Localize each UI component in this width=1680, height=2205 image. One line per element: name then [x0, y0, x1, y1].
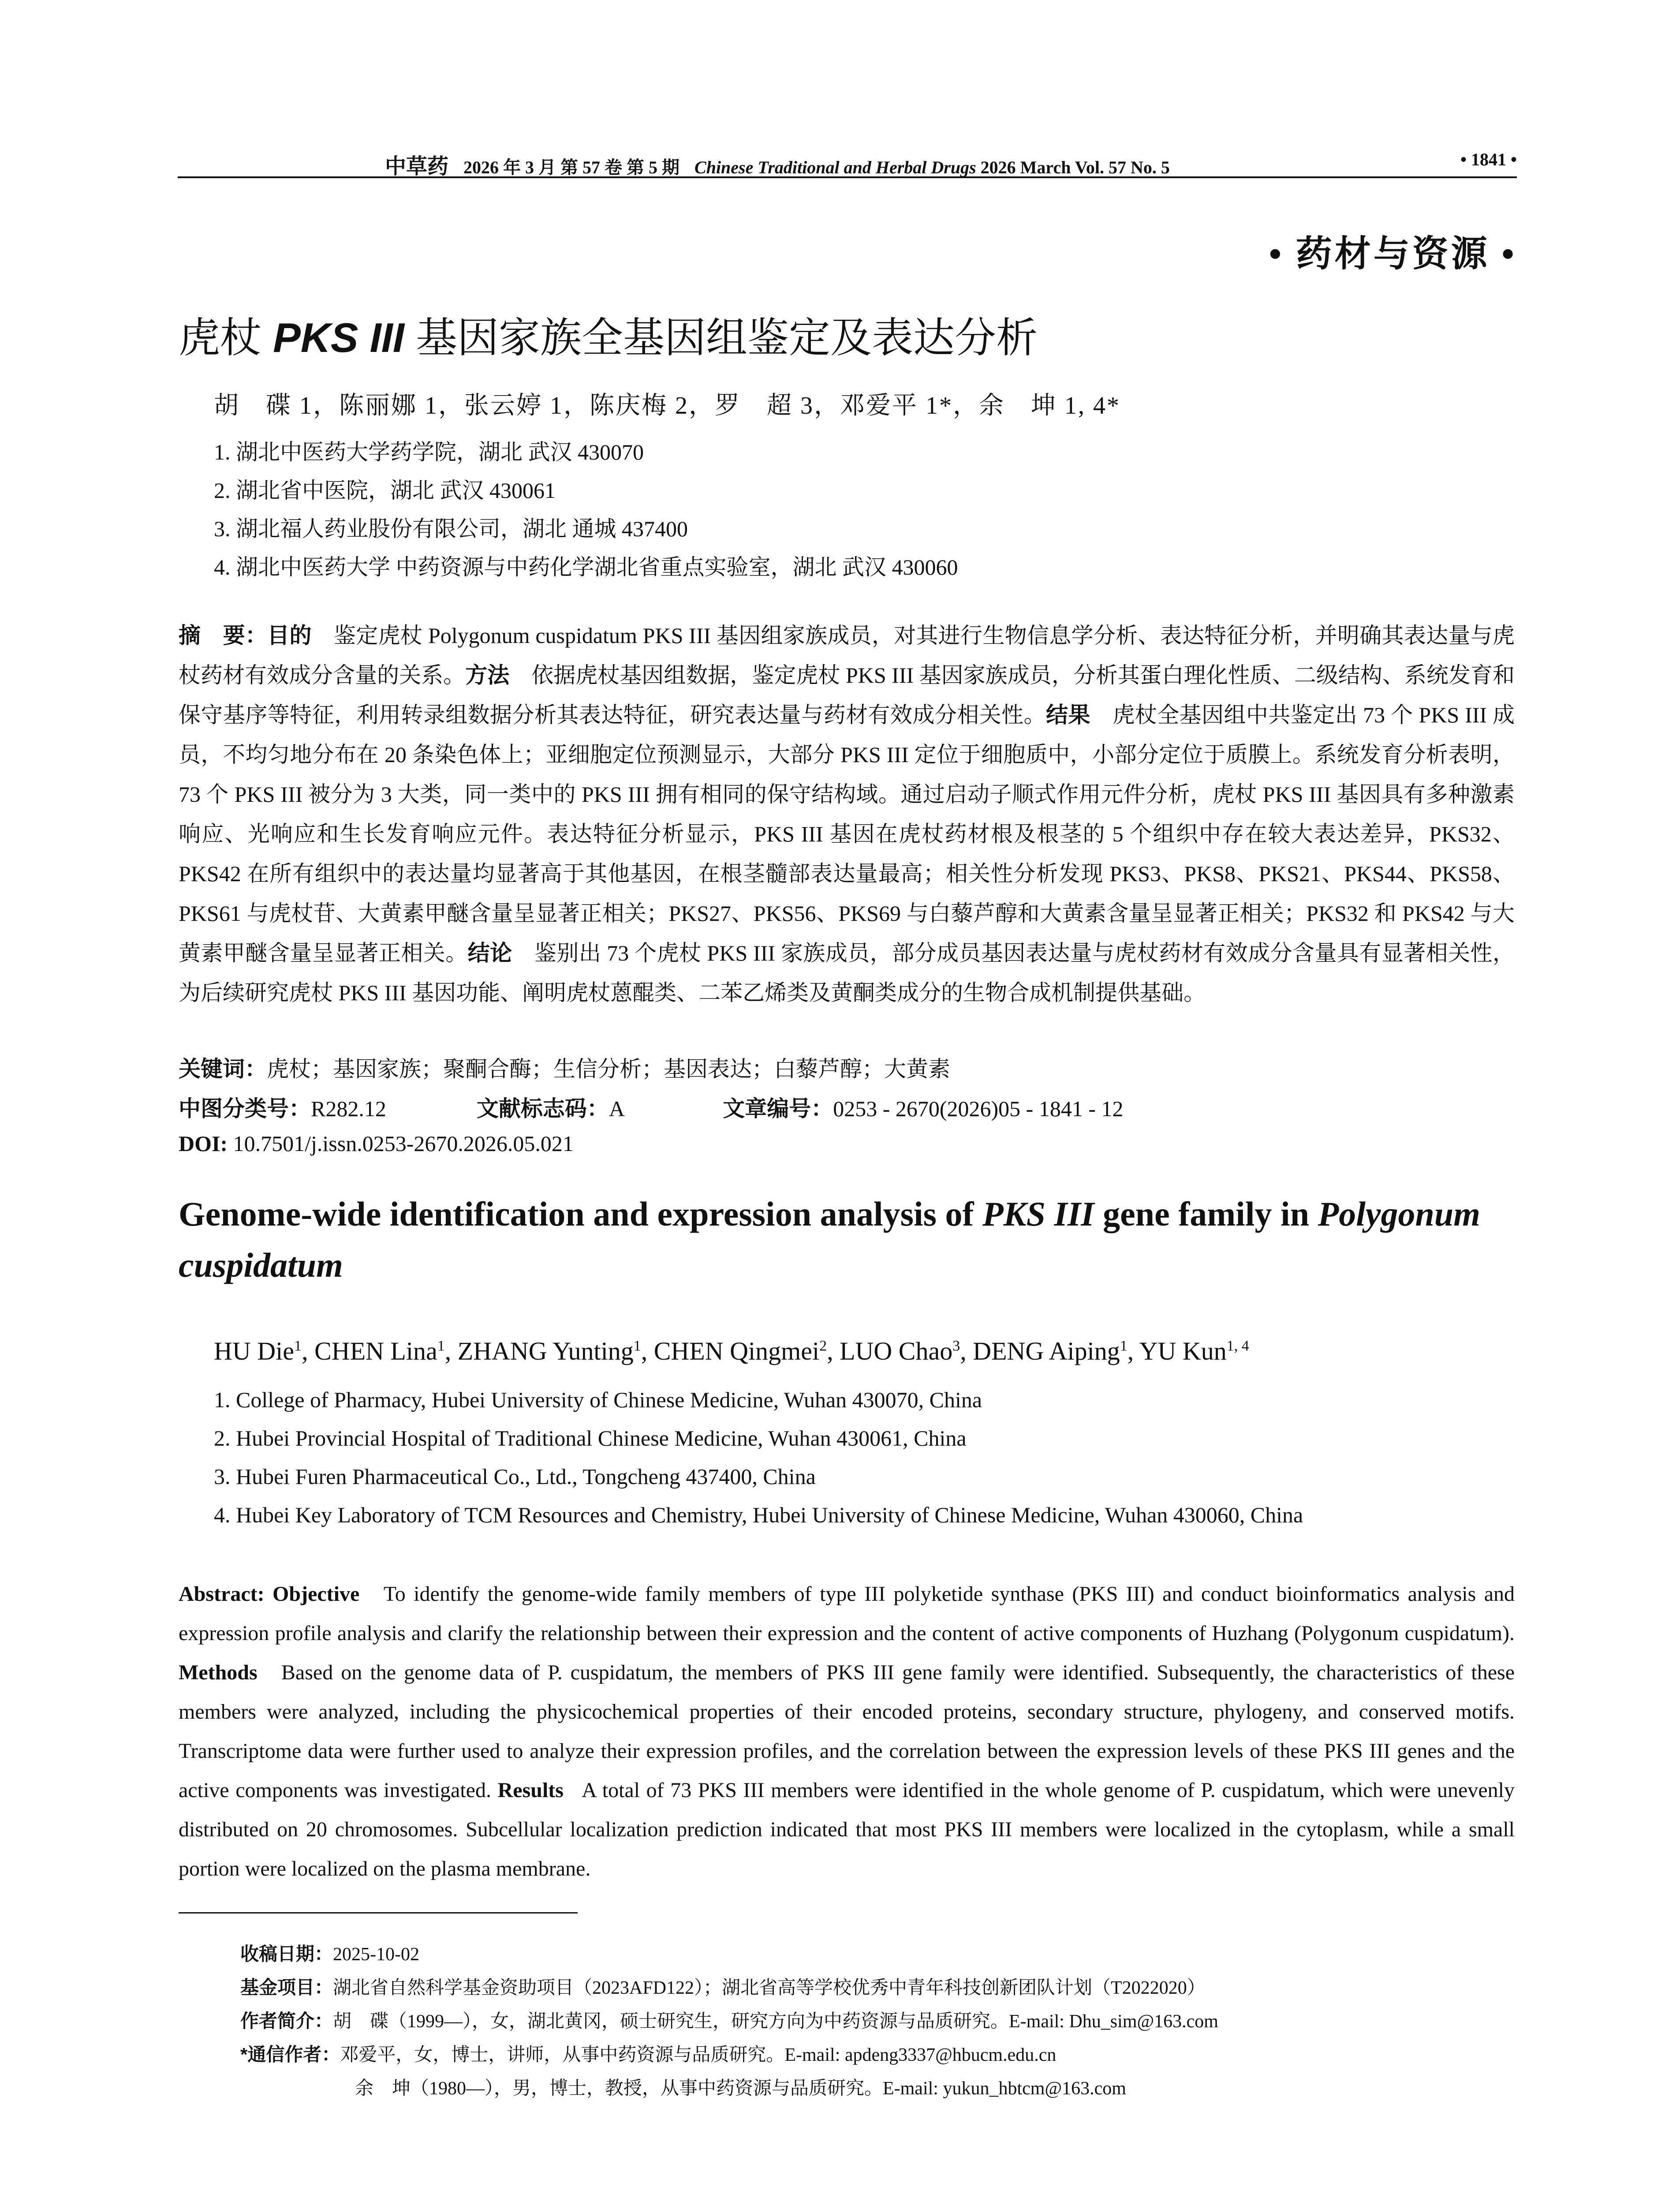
title-en-species: Polygonum cuspidatum — [179, 1195, 1480, 1284]
article-no-label: 文章编号： — [723, 1096, 833, 1121]
affiliation-cn-4: 4. 湖北中医药大学 中药资源与中药化学湖北省重点实验室，湖北 武汉 430060 — [214, 555, 958, 579]
journal-name-cn: 中草药 — [385, 155, 449, 178]
results-cn-label: 结果 — [1046, 703, 1090, 727]
author-en-aff: 3 — [952, 1338, 960, 1354]
fund-label: 基金项目： — [240, 1977, 333, 1998]
title-en-mid: gene family in — [1094, 1195, 1318, 1233]
received-date: 2025-10-02 — [333, 1944, 419, 1965]
author-en: HU Die — [214, 1337, 295, 1365]
abstract-en — [179, 1574, 1515, 1888]
author-en-aff: 1 — [294, 1338, 302, 1354]
classification-line — [179, 1091, 1123, 1123]
author-en-aff: 1 — [1120, 1338, 1127, 1354]
results-en-label: Results — [497, 1779, 564, 1802]
header-rule — [178, 176, 1517, 178]
article-title-cn — [179, 304, 1038, 364]
affiliation-cn-1: 1. 湖北中医药大学药学院，湖北 武汉 430070 — [214, 440, 644, 464]
results-en: A total of 73 PKS III members were identified in the whole genome of P. cuspidatum, which were unevenly distributed on 20 chromosomes. Subcellular localization prediction indicated that most PKS III members were localized in the cytoplasm, while a small portion were localized on the plasma membrane. — [179, 1779, 1515, 1880]
objective-cn: 鉴定虎杖 Polygonum cuspidatum PKS III 基因组家族成员，对其进行生物信息学分析、表达特征分析，并明确其表达量与虎杖药材有效成分含量的关系。 — [179, 623, 1515, 688]
article-title-en — [179, 1188, 1515, 1291]
author-en: DENG Aiping — [973, 1337, 1120, 1365]
conclusion-cn: 鉴别出 73 个虎杖 PKS III 家族成员，部分成员基因表达量与虎杖药材有效成分含量具有显著相关性，为后续研究虎杖 PKS III 基因功能、阐明虎杖蒽醌类、二苯乙烯类及黄酮类成分的生物合成机制提供基础。 — [179, 941, 1515, 1005]
bio-label: 作者简介： — [240, 2011, 333, 2031]
fund-text: 湖北省自然科学基金资助项目（2023AFD122）；湖北省高等学校优秀中青年科技创新团队计划（T2022020） — [333, 1978, 1206, 1998]
author-en: CHEN Qingmei — [653, 1337, 820, 1365]
author-en-aff: 2 — [819, 1338, 827, 1354]
article-no-value: 0253 - 2670(2026)05 - 1841 - 12 — [833, 1096, 1124, 1121]
affiliation-en-3: 3. Hubei Furen Pharmaceutical Co., Ltd., Tongcheng 437400, China — [214, 1464, 816, 1489]
author-en-aff: 1, 4 — [1226, 1338, 1249, 1354]
doi-link[interactable]: 10.7501/j.issn.0253-2670.2026.05.021 — [233, 1131, 574, 1156]
doc-code-value: A — [609, 1096, 624, 1121]
objective-en-label: Objective — [273, 1582, 360, 1606]
affiliation-en-1: 1. College of Pharmacy, Hubei University of Chinese Medicine, Wuhan 430070, China — [214, 1387, 982, 1412]
footnote-corresponding — [240, 2040, 1056, 2067]
section-label: • 药材与资源 • — [1269, 234, 1517, 274]
footnote-corresponding-2: 余 坤（1980—），男，博士，教授，从事中药资源与品质研究。E-mail: yukun_hbtcm@163.com — [355, 2078, 1126, 2099]
journal-name-en: Chinese Traditional and Herbal Drugs — [694, 157, 976, 177]
doi-label: DOI: — [179, 1131, 228, 1156]
footnote-received — [240, 1940, 419, 1966]
affiliation-cn-3: 3. 湖北福人药业股份有限公司，湖北 通城 437400 — [214, 516, 688, 541]
keywords-cn-text: 虎杖；基因家族；聚酮合酶；生信分析；基因表达；白藜芦醇；大黄素 — [267, 1057, 950, 1081]
methods-cn-label: 方法 — [465, 663, 510, 688]
author-en: YU Kun — [1139, 1337, 1227, 1365]
title-cn-gene: PKS III — [273, 314, 404, 361]
author-en: ZHANG Yunting — [457, 1337, 634, 1365]
received-label: 收稿日期： — [240, 1943, 333, 1964]
abstract-cn-label: 摘 要： — [179, 623, 268, 648]
footnote-rule — [179, 1912, 578, 1913]
author-en: LUO Chao — [840, 1337, 953, 1365]
authors-cn: 胡 碟 1，陈丽娜 1，张云婷 1，陈庆梅 2，罗 超 3，邓爱平 1*，余 坤 1, 4* — [214, 392, 1120, 419]
bio-text: 胡 碟（1999—），女，湖北黄冈，硕士研究生，研究方向为中药资源与品质研究。E-mail: Dhu_sim@163.com — [333, 2011, 1218, 2032]
affiliation-en-4: 4. Hubei Key Laboratory of TCM Resources and Chemistry, Hubei University of Chinese Medicine, Wuhan 430060, China — [214, 1502, 1303, 1527]
clc-value: R282.12 — [311, 1096, 386, 1121]
conclusion-cn-label: 结论 — [467, 941, 512, 965]
title-cn-post: 基因家族全基因组鉴定及表达分析 — [404, 314, 1038, 361]
running-header — [178, 146, 1517, 177]
footnote-author-bio — [240, 2007, 1218, 2033]
affiliation-en-2: 2. Hubei Provincial Hospital of Traditional Chinese Medicine, Wuhan 430061, China — [214, 1426, 967, 1450]
page-number: • 1841 • — [1460, 149, 1517, 169]
abstract-cn — [179, 616, 1515, 1013]
author-en: CHEN Lina — [314, 1337, 437, 1365]
authors-en: HU Die$^1$, CHEN Lina$^1$, ZHANG Yunting$^1$, CHEN Qingmei$^2$, LUO Chao$^3$, DENG Aiping$^1$, YU Kun$^{1, 4}$ — [214, 1337, 1249, 1365]
corr-text-1: 邓爱平，女，博士，讲师，从事中药资源与品质研究。E-mail: apdeng3337@hbucm.edu.cn — [340, 2045, 1057, 2065]
methods-en: Based on the genome data of P. cuspidatum, the members of PKS III gene family were identified. Subsequently, the characteristics of these members were analyzed, including the physicochemical properties of their encoded proteins, secondary structure, phylogeny, and conserved motifs. Transcriptome data were further used to analyze their expression profiles, and the correlation between the expression levels of these PKS III genes and the active components was investigated. — [179, 1661, 1515, 1802]
keywords-cn — [179, 1051, 950, 1083]
affiliation-cn-2: 2. 湖北省中医院，湖北 武汉 430061 — [214, 478, 556, 503]
corr-label: *通信作者： — [240, 2044, 340, 2065]
clc-label: 中图分类号： — [179, 1096, 311, 1121]
title-cn-pre: 虎杖 — [179, 314, 273, 361]
author-en-aff: 1 — [633, 1338, 641, 1354]
results-cn: 虎杖全基因组中共鉴定出 73 个 PKS III 成员，不均匀地分布在 20 条染色体上；亚细胞定位预测显示，大部分 PKS III 定位于细胞质中，小部分定位于质膜上。系统发育分析表明，73 个 PKS III 被分为 3 大类，同一类中的 PKS III 拥有相同的保守结构域。通过启动子顺式作用元件分析，虎杖 PKS III 基因具有多种激素响应、光响应和生长发育响应元件。表达特征分析显示，PKS III 基因在虎杖药材根及根茎的 5 个组织中存在较大表达差异，PKS32、PKS42 在所有组织中的表达量均显著高于其他基因，在根茎髓部表达量最高；相关性分析发现 PKS3、PKS8、PKS21、PKS44、PKS58、PKS61 与虎杖苷、大黄素甲醚含量呈显著正相关；PKS27、PKS56、PKS69 与白藜芦醇和大黄素含量呈显著正相关；PKS32 和 PKS42 与大黄素甲醚含量呈显著正相关。 — [179, 703, 1515, 965]
footnote-fund — [240, 1973, 1206, 1999]
author-en-aff: 1 — [437, 1338, 445, 1354]
abstract-en-label: Abstract: — [179, 1582, 265, 1606]
title-en-gene: PKS III — [982, 1195, 1094, 1233]
doi-line — [179, 1131, 574, 1156]
methods-en-label: Methods — [179, 1661, 258, 1684]
methods-cn: 依据虎杖基因组数据，鉴定虎杖 PKS III 基因家族成员，分析其蛋白理化性质、二级结构、系统发育和保守基序等特征，利用转录组数据分析其表达特征，研究表达量与药材有效成分相关性。 — [179, 663, 1515, 727]
issue-date-en: 2026 March Vol. 57 No. 5 — [980, 157, 1170, 177]
title-en-pre: Genome-wide identification and expression analysis of — [179, 1195, 982, 1233]
doc-code-label: 文献标志码： — [476, 1096, 609, 1121]
issue-date-cn: 2026 年 3 月 第 57 卷 第 5 期 — [463, 157, 680, 177]
objective-en: To identify the genome-wide family members of type III polyketide synthase (PKS III) and conduct bioinformatics analysis and expression profile analysis and clarify the relationship between their expression and the content of active components of Huzhang (Polygonum cuspidatum). — [179, 1582, 1515, 1645]
keywords-cn-label: 关键词： — [179, 1057, 267, 1081]
objective-cn-label: 目的 — [267, 623, 312, 648]
running-header-text — [385, 149, 1170, 179]
